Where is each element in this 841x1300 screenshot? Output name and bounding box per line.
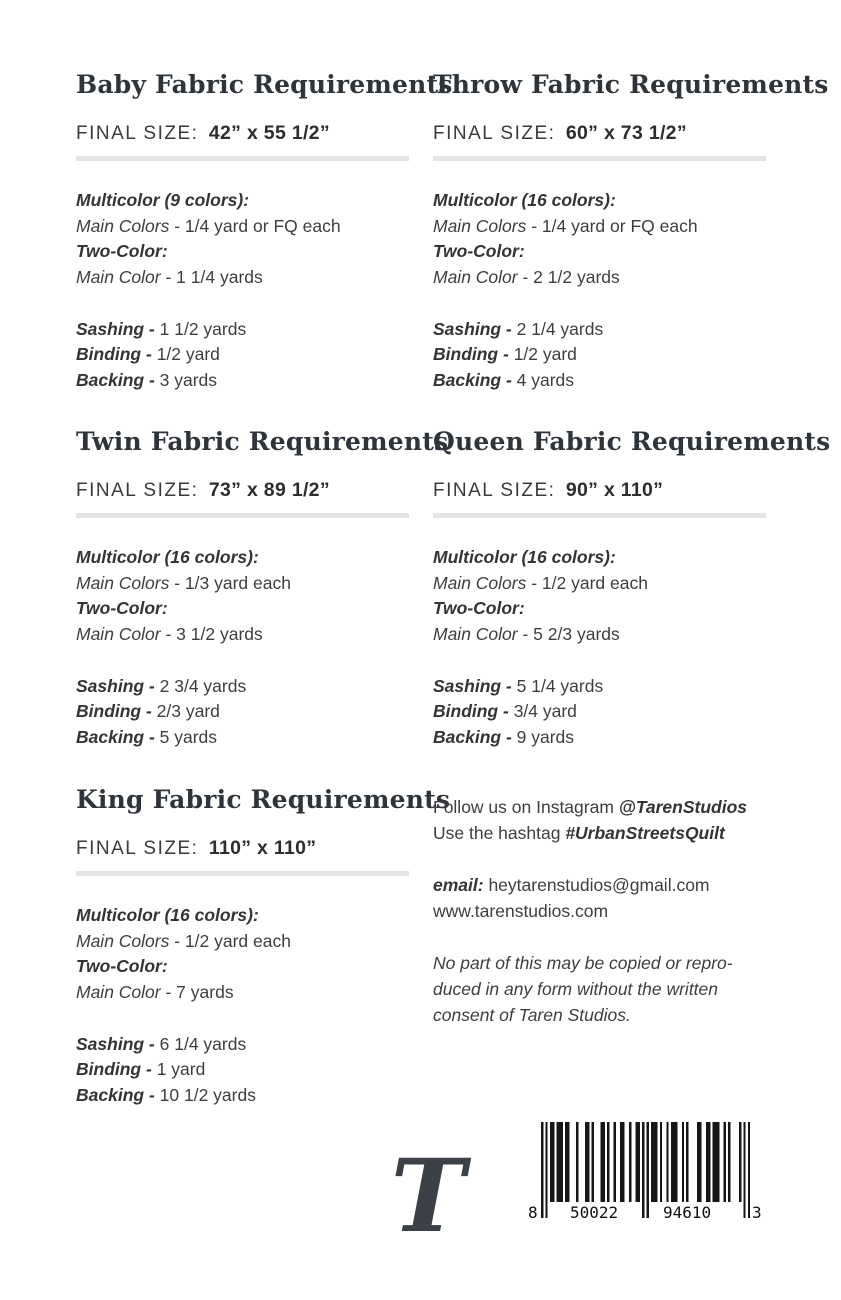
backing-label: Backing - [76, 369, 160, 390]
sashing-value: 5 1/4 yards [516, 675, 604, 696]
backing-label: Backing - [433, 369, 517, 390]
section-throw [433, 70, 829, 394]
main-color-label: Main Color [433, 624, 518, 645]
copyright-notice [433, 950, 769, 1028]
binding-line [76, 699, 412, 725]
main-color-label: Main Color [76, 982, 161, 1003]
section-queen [433, 427, 831, 751]
final-size [76, 836, 412, 861]
sashing-line [76, 1032, 412, 1058]
email-label: email: [433, 875, 489, 895]
binding-value: 3/4 yard [513, 701, 577, 722]
two-color-label: Two-Color: [76, 598, 168, 619]
backing-value: 4 yards [516, 369, 575, 390]
final-size-label: FINAL SIZE: [76, 480, 199, 501]
taren-studios-logo: T [390, 1137, 466, 1255]
main-color-value: - 3 1/2 yards [160, 624, 263, 645]
main-color-line [433, 622, 769, 648]
binding-line [433, 699, 769, 725]
section-title: Queen Fabric Requirements [433, 427, 831, 456]
binding-label: Binding - [433, 344, 514, 365]
multicolor-label: Multicolor (16 colors): [76, 547, 259, 567]
sashing-line [433, 317, 769, 343]
sashing-label: Sashing - [76, 1033, 160, 1054]
sashing-label: Sashing - [76, 675, 160, 696]
sashing-label: Sashing - [433, 675, 517, 696]
notice-line: No part of this may be copied or repro- [433, 953, 733, 973]
main-colors-line [76, 571, 412, 597]
section-title: Baby Fabric Requirements [76, 70, 453, 99]
backing-label: Backing - [76, 726, 160, 747]
main-colors-line [433, 571, 769, 597]
instagram-handle: @TarenStudios [618, 797, 748, 817]
backing-value: 10 1/2 yards [159, 1084, 256, 1105]
main-color-value: - 7 yards [160, 982, 234, 1003]
binding-label: Binding - [76, 344, 157, 365]
final-size-value: 60” x 73 1/2” [565, 122, 687, 144]
requirements-list [76, 903, 412, 1109]
final-size-label: FINAL SIZE: [76, 838, 199, 859]
requirements-list [433, 545, 769, 751]
main-colors-line [76, 929, 412, 955]
main-color-label: Main Color [433, 267, 518, 288]
two-color-label: Two-Color: [433, 241, 525, 262]
final-size [433, 121, 769, 146]
section-baby [76, 70, 453, 394]
binding-value: 1/2 yard [156, 344, 220, 365]
backing-line [76, 725, 412, 751]
divider [433, 513, 766, 518]
main-color-line [76, 265, 412, 291]
main-colors-label: Main Colors [433, 572, 527, 593]
backing-line [433, 368, 769, 394]
sashing-value: 1 1/2 yards [159, 318, 247, 339]
final-size [76, 478, 412, 503]
backing-value: 3 yards [159, 369, 218, 390]
binding-value: 1/2 yard [513, 344, 577, 365]
final-size-value: 90” x 110” [565, 479, 664, 501]
section-king [76, 785, 451, 1109]
main-colors-value: - 1/2 yard each [526, 572, 648, 593]
section-title: Twin Fabric Requirements [76, 427, 449, 456]
sashing-line [433, 674, 769, 700]
main-colors-line [76, 214, 412, 240]
multicolor-label: Multicolor (16 colors): [433, 190, 616, 210]
binding-value: 1 yard [156, 1059, 206, 1080]
final-size-value: 73” x 89 1/2” [208, 479, 330, 501]
main-color-label: Main Color [76, 267, 161, 288]
main-color-value: - 2 1/2 yards [517, 267, 620, 288]
sashing-label: Sashing - [433, 318, 517, 339]
sashing-label: Sashing - [76, 318, 160, 339]
barcode-digit-check: 3 [752, 1203, 762, 1222]
main-color-value: - 5 2/3 yards [517, 624, 620, 645]
final-size-value: 110” x 110” [208, 837, 317, 859]
binding-label: Binding - [433, 701, 514, 722]
main-colors-label: Main Colors [76, 215, 170, 236]
requirements-list [76, 188, 412, 394]
binding-line [76, 1057, 412, 1083]
main-colors-value: - 1/2 yard each [169, 930, 291, 951]
sashing-line [76, 674, 412, 700]
email-line [433, 872, 769, 898]
sashing-line [76, 317, 412, 343]
main-color-value: - 1 1/4 yards [160, 267, 263, 288]
website-line [433, 898, 769, 924]
divider [76, 156, 409, 161]
final-size-label: FINAL SIZE: [433, 480, 556, 501]
divider [433, 156, 766, 161]
two-color-label: Two-Color: [76, 241, 168, 262]
main-colors-label: Main Colors [76, 572, 170, 593]
divider [76, 513, 409, 518]
multicolor-label: Multicolor (16 colors): [433, 547, 616, 567]
backing-value: 5 yards [159, 726, 218, 747]
main-color-line [433, 265, 769, 291]
barcode-digits-left: 50022 [570, 1203, 619, 1222]
final-size-label: FINAL SIZE: [76, 123, 199, 144]
main-colors-label: Main Colors [433, 215, 527, 236]
two-color-label: Two-Color: [76, 956, 168, 977]
instagram-line [433, 794, 769, 820]
main-color-line [76, 980, 412, 1006]
requirements-list [76, 545, 412, 751]
website-url: www.tarenstudios.com [433, 901, 609, 921]
sashing-value: 2 3/4 yards [159, 675, 247, 696]
contact-block [433, 794, 769, 1028]
sashing-value: 6 1/4 yards [159, 1033, 247, 1054]
binding-line [433, 342, 769, 368]
final-size-value: 42” x 55 1/2” [208, 122, 330, 144]
backing-label: Backing - [433, 726, 517, 747]
barcode-digits-right: 94610 [663, 1203, 712, 1222]
barcode-digit-system: 8 [528, 1203, 538, 1222]
multicolor-label: Multicolor (9 colors): [76, 190, 250, 210]
divider [76, 871, 409, 876]
backing-label: Backing - [76, 1084, 160, 1105]
notice-line: duced in any form without the written [433, 979, 719, 999]
hashtag-tag: #UrbanStreetsQuilt [565, 823, 725, 843]
final-size-label: FINAL SIZE: [433, 123, 556, 144]
binding-label: Binding - [76, 701, 157, 722]
final-size [76, 121, 412, 146]
backing-line [76, 368, 412, 394]
two-color-label: Two-Color: [433, 598, 525, 619]
section-title: King Fabric Requirements [76, 785, 451, 814]
upc-barcode [528, 1122, 772, 1222]
main-color-line [76, 622, 412, 648]
binding-value: 2/3 yard [156, 701, 220, 722]
main-colors-value: - 1/3 yard each [169, 572, 291, 593]
section-title: Throw Fabric Requirements [433, 70, 829, 99]
binding-label: Binding - [76, 1059, 157, 1080]
main-color-label: Main Color [76, 624, 161, 645]
backing-line [76, 1083, 412, 1109]
main-colors-value: - 1/4 yard or FQ each [526, 215, 698, 236]
sashing-value: 2 1/4 yards [516, 318, 604, 339]
email-address: heytarenstudios@gmail.com [488, 875, 710, 895]
notice-line: consent of Taren Studios. [433, 1005, 631, 1025]
instagram-prefix: Follow us on Instagram [433, 797, 619, 817]
hashtag-line [433, 820, 769, 846]
main-colors-value: - 1/4 yard or FQ each [169, 215, 341, 236]
final-size [433, 478, 769, 503]
main-colors-line [433, 214, 769, 240]
backing-line [433, 725, 769, 751]
section-twin [76, 427, 449, 751]
hashtag-prefix: Use the hashtag [433, 823, 566, 843]
binding-line [76, 342, 412, 368]
multicolor-label: Multicolor (16 colors): [76, 905, 259, 925]
backing-value: 9 yards [516, 726, 575, 747]
requirements-list [433, 188, 769, 394]
main-colors-label: Main Colors [76, 930, 170, 951]
